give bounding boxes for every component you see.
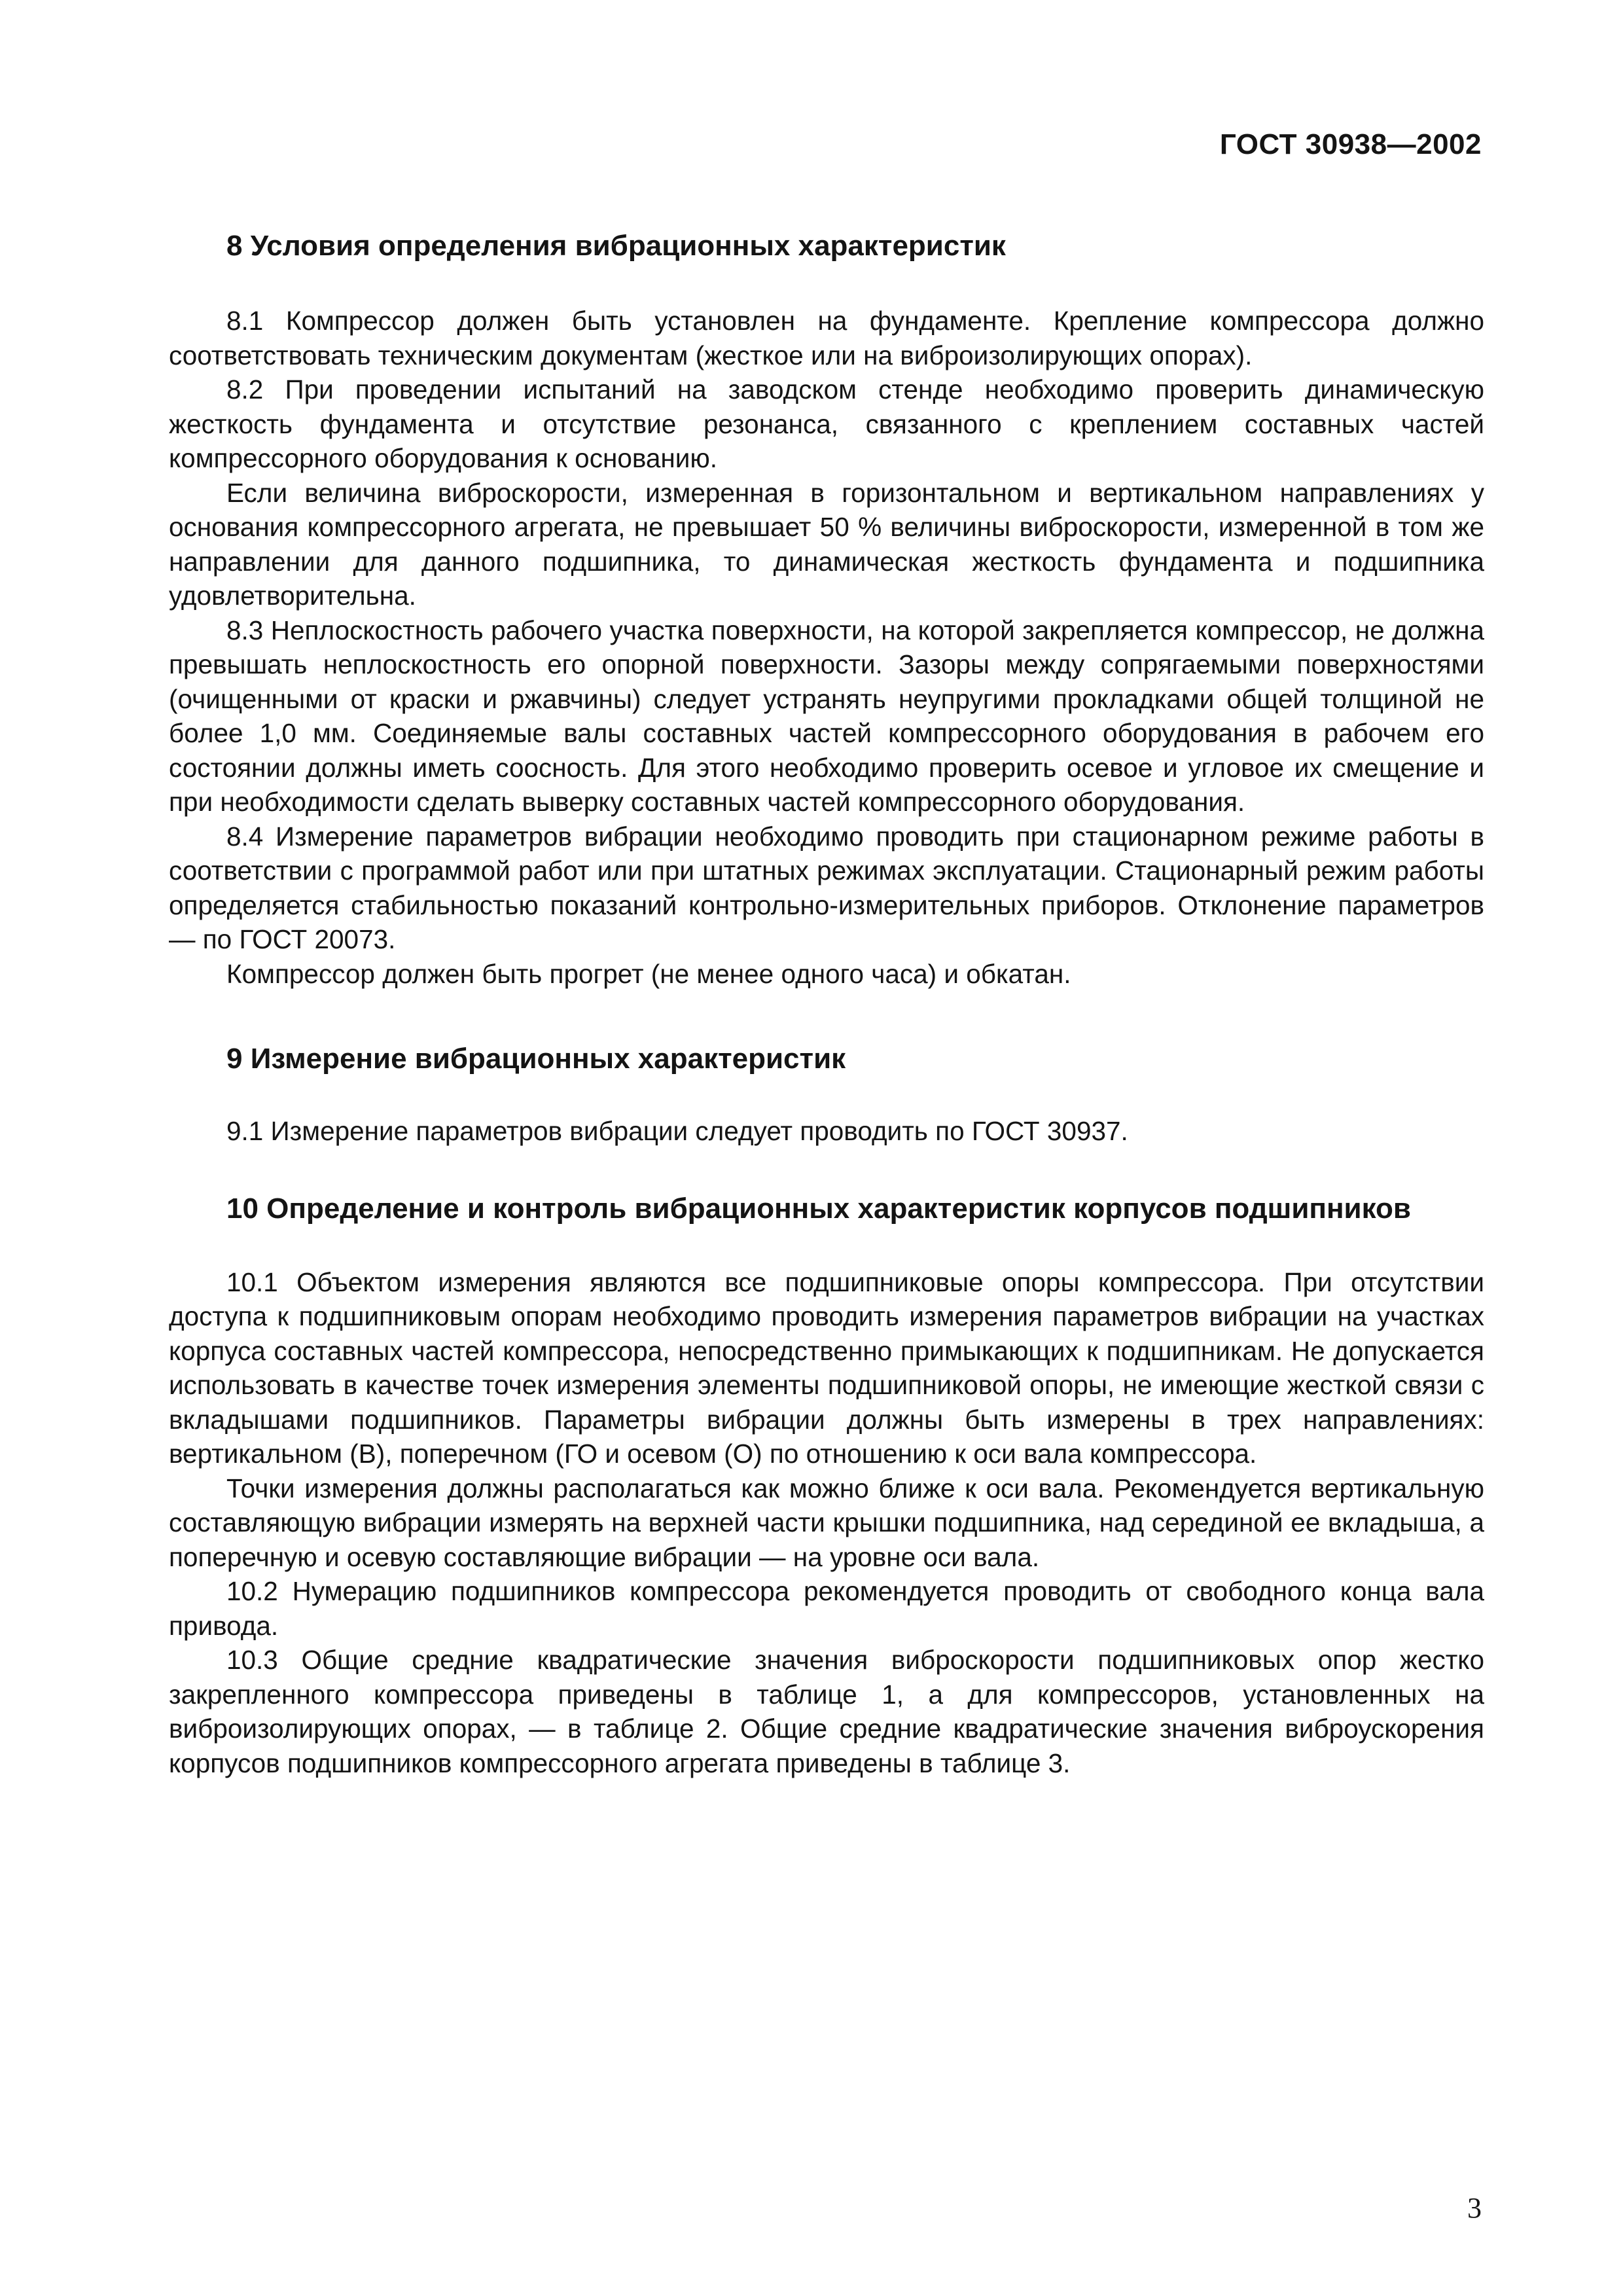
document-code: ГОСТ 30938—2002: [1219, 128, 1482, 160]
paragraph-10-3: 10.3 Общие средние квадратические значения виброскорости подшипниковых опор жестко закрепленного компрессора приведены в таблице 1, а для компрессоров, установленных на виброизолирующих опорах, — в таблице 2. Общие средние квадратические значения виброускорения корпусов подшипников компрессорного агрегата приведены в таблице 3.: [169, 1645, 1484, 1778]
paragraph-8-4-note: Компрессор должен быть прогрет (не менее одного часа) и обкатан.: [226, 958, 1071, 989]
paragraph-10-1-note: Точки измерения должны располагаться как можно ближе к оси вала. Рекомендуется вертикальную составляющую вибрации измерять на верхней части крышки подшипника, над серединой ее вкладыша, а поперечную и осевую составляющие вибрации — на уровне оси вала.: [169, 1473, 1484, 1572]
document-body: [169, 228, 1484, 1780]
paragraph-8-3: 8.3 Неплоскостность рабочего участка поверхности, на которой закрепляется компрессор, не должна превышать неплоскостность его опорной поверхности. Зазоры между сопрягаемыми поверхностями (очищенными от краски и ржавчины) следует устранять неупругими прокладками общей толщиной не более 1,0 мм. Соединяемые валы составных частей компрессорного оборудования в рабочем его состоянии должны иметь соосность. Для этого необходимо проверить осевое и угловое их смещение и при необходимости сделать выверку составных частей компрессорного оборудования.: [169, 615, 1484, 817]
paragraph-8-4: 8.4 Измерение параметров вибрации необходимо проводить при стационарном режиме работы в соответствии с программой работ или при штатных режимах эксплуатации. Стационарный режим работы определяется стабильностью показаний контрольно-измерительных приборов. Отклонение параметров — по ГОСТ 20073.: [169, 821, 1484, 954]
section-8-title: 8 Условия определения вибрационных характеристик: [226, 230, 1006, 262]
section-10-title: 10 Определение и контроль вибрационных характеристик корпусов подшипников: [226, 1192, 1411, 1225]
paragraph-10-1: 10.1 Объектом измерения являются все подшипниковые опоры компрессора. При отсутствии доступа к подшипниковым опорам необходимо проводить измерения параметров вибрации на участках корпуса составных частей компрессора, непосредственно примыкающих к подшипникам. Не допускается использовать в качестве точек измерения элементы подшипниковой опоры, не имеющие жесткой связи с вкладышами подшипников. Параметры вибрации должны быть измерены в трех направлениях: вертикальном (В), поперечном (ГО и осевом (О) по отношению к оси вала компрессора.: [169, 1266, 1484, 1469]
paragraph-10-2: 10.2 Нумерацию подшипников компрессора рекомендуется проводить от свободного конца вала привода.: [169, 1576, 1484, 1641]
page-number: 3: [1467, 2192, 1482, 2224]
paragraph-8-2-note: Если величина виброскорости, измеренная в горизонтальном и вертикальном направлениях у основания компрессорного агрегата, не превышает 50 % величины виброскорости, измеренной в том же направлении для данного подшипника, то динамическая жесткость фундамента и подшипника удовлетворительна.: [169, 477, 1484, 611]
section-9-title: 9 Измерение вибрационных характеристик: [226, 1043, 846, 1075]
paragraph-8-2: 8.2 При проведении испытаний на заводском стенде необходимо проверить динамическую жесткость фундамента и отсутствие резонанса, связанного с креплением составных частей компрессорного оборудования к основанию.: [169, 374, 1484, 473]
paragraph-8-1: 8.1 Компрессор должен быть установлен на фундаменте. Крепление компрессора должно соответствовать техническим документам (жесткое или на виброизолирующих опорах).: [169, 306, 1484, 370]
paragraph-9-1: 9.1 Измерение параметров вибрации следует проводить по ГОСТ 30937.: [226, 1116, 1128, 1146]
